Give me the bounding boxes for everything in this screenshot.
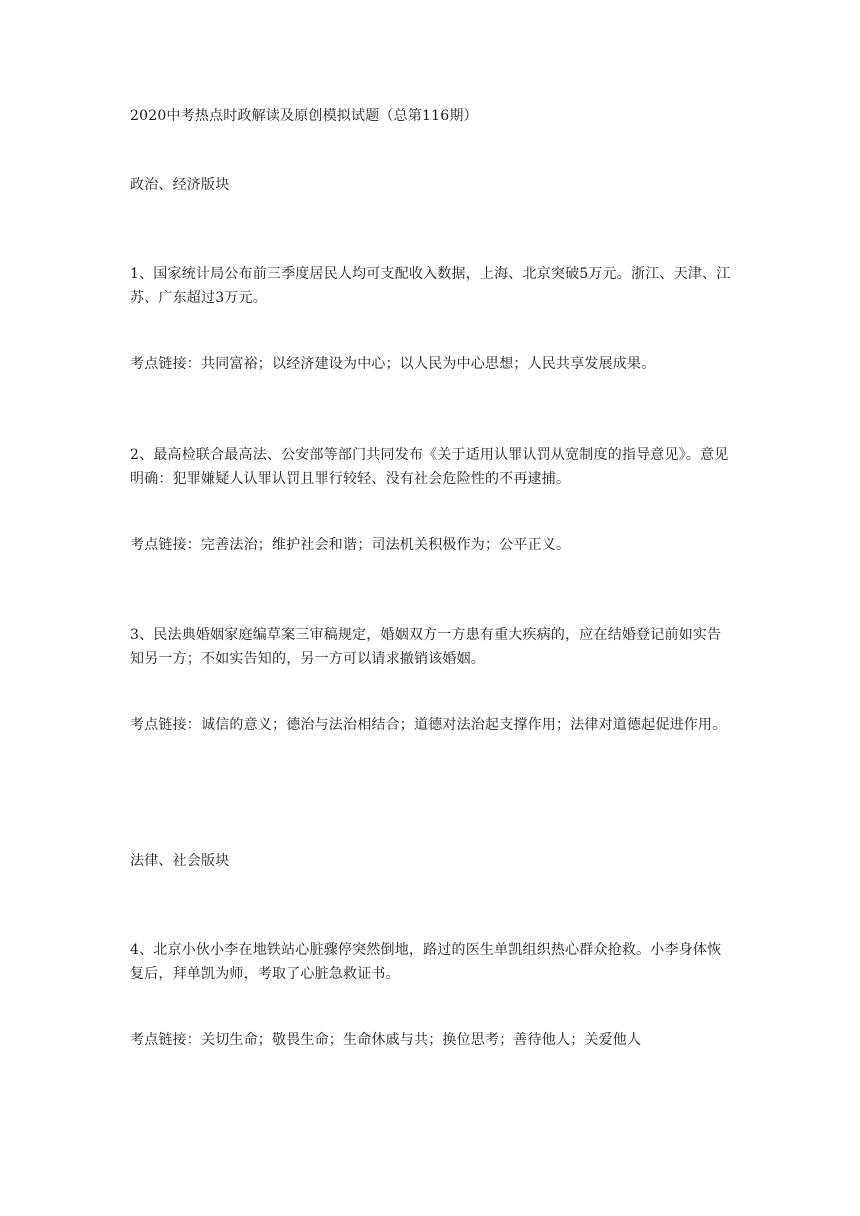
item-1-exam-link: 考点链接：共同富裕；以经济建设为中心；以人民为中心思想；人民共享发展成果。 [130,356,656,372]
item-1-text: 1、国家统计局公布前三季度居民人均可支配收入数据，上海、北京突破5万元。浙江、天津、江苏、广东超过3万元。 [130,266,731,306]
document-title: 2020中考热点时政解读及原创模拟试题（总第116期） [130,108,478,124]
item-3-exam-link: 考点链接：诚信的意义；德治与法治相结合；道德对法治起支撑作用；法律对道德起促进作用。 [130,717,727,733]
item-4-text: 4、北京小伙小李在地铁站心脏骤停突然倒地，路过的医生单凯组织热心群众抢救。小李身体恢复后，拜单凯为师，考取了心脏急救证书。 [130,942,722,982]
item-4-exam-link: 考点链接：关切生命；敬畏生命；生命休戚与共；换位思考；善待他人；关爱他人 [130,1032,642,1048]
item-2-exam-link: 考点链接：完善法治；维护社会和谐；司法机关积极作为；公平正义。 [130,537,571,553]
section-heading-politics-economy: 政治、经济版块 [130,177,230,193]
section-heading-law-society: 法律、社会版块 [130,853,230,869]
item-2-text: 2、最高检联合最高法、公安部等部门共同发布《关于适用认罪认罚从宽制度的指导意见》。意见明确：犯罪嫌疑人认罪认罚且罪行较轻、没有社会危险性的不再逮捕。 [130,447,729,487]
item-3-text: 3、民法典婚姻家庭编草案三审稿规定，婚姻双方一方患有重大疾病的，应在结婚登记前如实告知另一方；不如实告知的，另一方可以请求撤销该婚姻。 [130,627,722,667]
